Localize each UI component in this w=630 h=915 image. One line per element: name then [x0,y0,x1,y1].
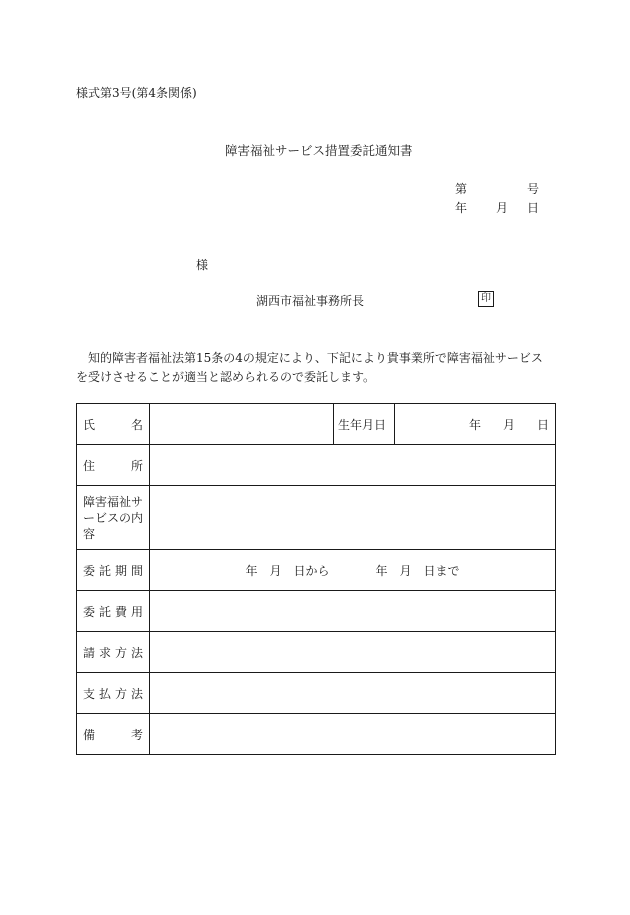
billing-field[interactable] [150,632,556,673]
date-year: 年 [455,201,468,215]
table-row-service [77,486,556,550]
table-row-period [77,550,556,591]
payment-label: 支 払 方 法 [77,673,150,714]
number-prefix: 第 [455,182,468,196]
remarks-label: 備 考 [77,714,150,755]
remarks-field[interactable] [150,714,556,755]
table-row-name [77,404,556,445]
name-field[interactable] [150,404,334,445]
fee-label: 委 託 費 用 [77,591,150,632]
table-row-remarks [77,714,556,755]
table-row-fee [77,591,556,632]
address-field[interactable] [150,445,556,486]
service-label: 障害福祉サービスの内容 [77,486,150,550]
billing-label: 請 求 方 法 [77,632,150,673]
page-title: 障害福祉サービス措置委託通知書 [225,143,413,158]
dob-month: 月 [502,417,515,432]
table-row-payment [77,673,556,714]
seal-mark: 印 [478,291,494,307]
payment-field[interactable] [150,673,556,714]
document-number [455,180,539,197]
consignment-table [76,403,556,755]
number-suffix: 号 [526,182,539,196]
service-field[interactable] [150,486,556,550]
dob-label: 生年月日 [334,404,395,445]
form-label: 様式第3号(第4条関係) [76,86,197,100]
address-label: 住 所 [77,445,150,486]
dob-field[interactable] [395,404,556,445]
name-label: 氏 名 [77,404,150,445]
dob-day: 日 [536,417,549,432]
addressee-honorific: 様 [196,258,209,272]
period-label: 委 託 期 間 [77,550,150,591]
table-row-address [77,445,556,486]
dob-year: 年 [468,417,481,432]
date-day: 日 [526,201,539,215]
period-field[interactable]: 年 月 日から 年 月 日まで [150,550,556,591]
date-month: 月 [495,201,508,215]
document-date [455,199,539,216]
table-row-billing [77,632,556,673]
fee-field[interactable] [150,591,556,632]
sender-name: 湖西市福祉事務所長 [256,294,365,308]
body-text: 知的障害者福祉法第15条の4の規定により、下記により貴事業所で障害福祉サービスを受けさせることが適当と認められるので委託します。 [76,351,543,384]
